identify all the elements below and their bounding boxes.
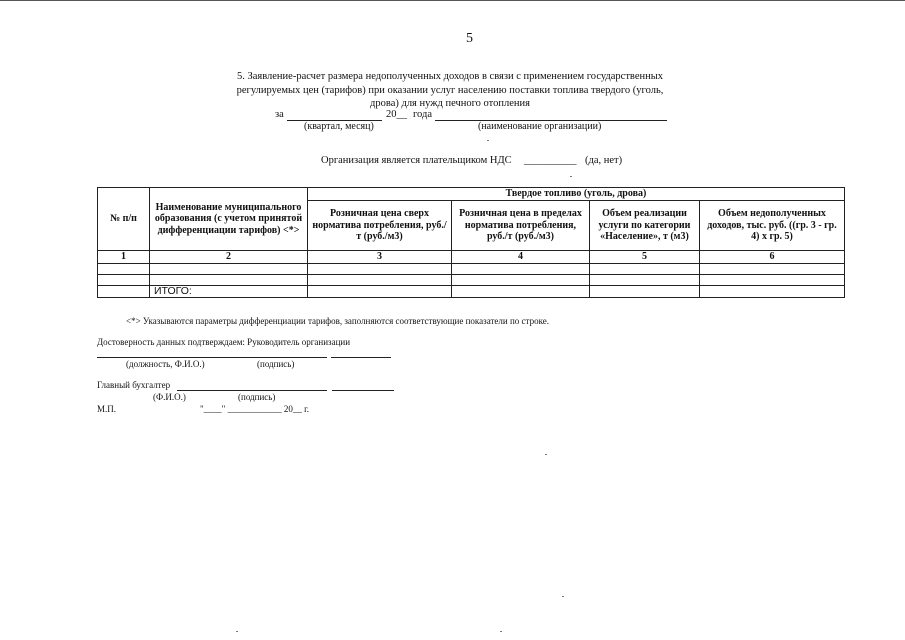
table-cell: [308, 285, 452, 298]
table-cell: [98, 274, 150, 285]
header-col-3: Розничная цена сверх норматива потребления, руб./т (руб./м3): [308, 200, 452, 250]
chief-signature-caption: (подпись): [238, 392, 276, 402]
form-title: 5. Заявление-расчет размера недополученных доходов в связи с применением государственных регулируемых цен (тарифов) при оказании услуг населению поставки топлива твердого (уголь, дрова) для нужд печного отопления: [236, 71, 664, 109]
page-number: 5: [466, 31, 473, 46]
scan-speck: [570, 176, 572, 177]
header-col-2: Наименование муниципального образования (с учетом принятой дифференциации тарифов) <*>: [150, 188, 308, 251]
table-cell: [590, 263, 700, 274]
stamp-place: М.П.: [97, 404, 117, 414]
column-number-2: 2: [150, 251, 308, 264]
scan-speck: [562, 596, 564, 597]
chief-signature-line: [332, 390, 394, 391]
chief-accountant-label: Главный бухгалтер: [97, 380, 171, 390]
chief-name-line: [177, 390, 327, 391]
table-cell: [150, 274, 308, 285]
table-cell: [308, 274, 452, 285]
header-col-6: Объем недополученных доходов, тыс. руб. ((гр. 3 - гр. 4) x гр. 5): [700, 200, 845, 250]
column-number-5: 5: [590, 251, 700, 264]
organization-caption: (наименование организации): [478, 121, 602, 132]
signature-caption: (подпись): [257, 359, 295, 369]
scan-speck: [487, 140, 489, 141]
position-caption: (должность, Ф.И.О.): [126, 359, 205, 369]
table-cell: [308, 263, 452, 274]
period-prefix: за: [275, 109, 284, 120]
date-field: "____" ____________ 20__ г.: [200, 404, 310, 414]
table-cell: [452, 263, 590, 274]
position-line: [97, 357, 327, 358]
table-row: [98, 274, 845, 285]
header-col-4: Розничная цена в пределах норматива потребления, руб./т (руб./м3): [452, 200, 590, 250]
period-caption: (квартал, месяц): [304, 121, 374, 132]
table-cell: [700, 285, 845, 298]
column-number-4: 4: [452, 251, 590, 264]
header-group: Твердое топливо (уголь, дрова): [308, 188, 845, 201]
table-cell: [590, 274, 700, 285]
scan-speck: [236, 631, 238, 632]
scan-speck: [500, 631, 502, 632]
table-cell: [700, 274, 845, 285]
confirmation-text: Достоверность данных подтверждаем: Руководитель организации: [97, 337, 351, 347]
chief-name-caption: (Ф.И.О.): [153, 392, 186, 402]
footnote: <*> Указываются параметры дифференциации тарифов, заполняются соответствующие показатели по строке.: [126, 316, 549, 326]
signature-line: [331, 357, 391, 358]
vat-blank: __________: [524, 155, 577, 166]
table-cell: [150, 263, 308, 274]
vat-options: (да, нет): [585, 155, 623, 166]
header-col-5: Объем реализации услуги по категории «Население», т (м3): [590, 200, 700, 250]
table-cell: [700, 263, 845, 274]
table-cell: [452, 285, 590, 298]
table-cell: [98, 285, 150, 298]
scan-top-border: [0, 0, 905, 1]
scan-speck: [545, 454, 547, 455]
table-cell: [98, 263, 150, 274]
table-cell: [452, 274, 590, 285]
vat-text: Организация является плательщиком НДС: [321, 155, 512, 166]
header-col-1: № п/п: [98, 188, 150, 251]
total-row: [98, 285, 845, 298]
table-cell: [590, 285, 700, 298]
period-year: 20__: [386, 109, 407, 120]
period-year-word: года: [413, 109, 432, 120]
column-number-6: 6: [700, 251, 845, 264]
total-label: ИТОГО:: [150, 285, 308, 298]
column-number-3: 3: [308, 251, 452, 264]
calculation-table: [97, 187, 845, 298]
table-row: [98, 263, 845, 274]
column-number-1: 1: [98, 251, 150, 264]
